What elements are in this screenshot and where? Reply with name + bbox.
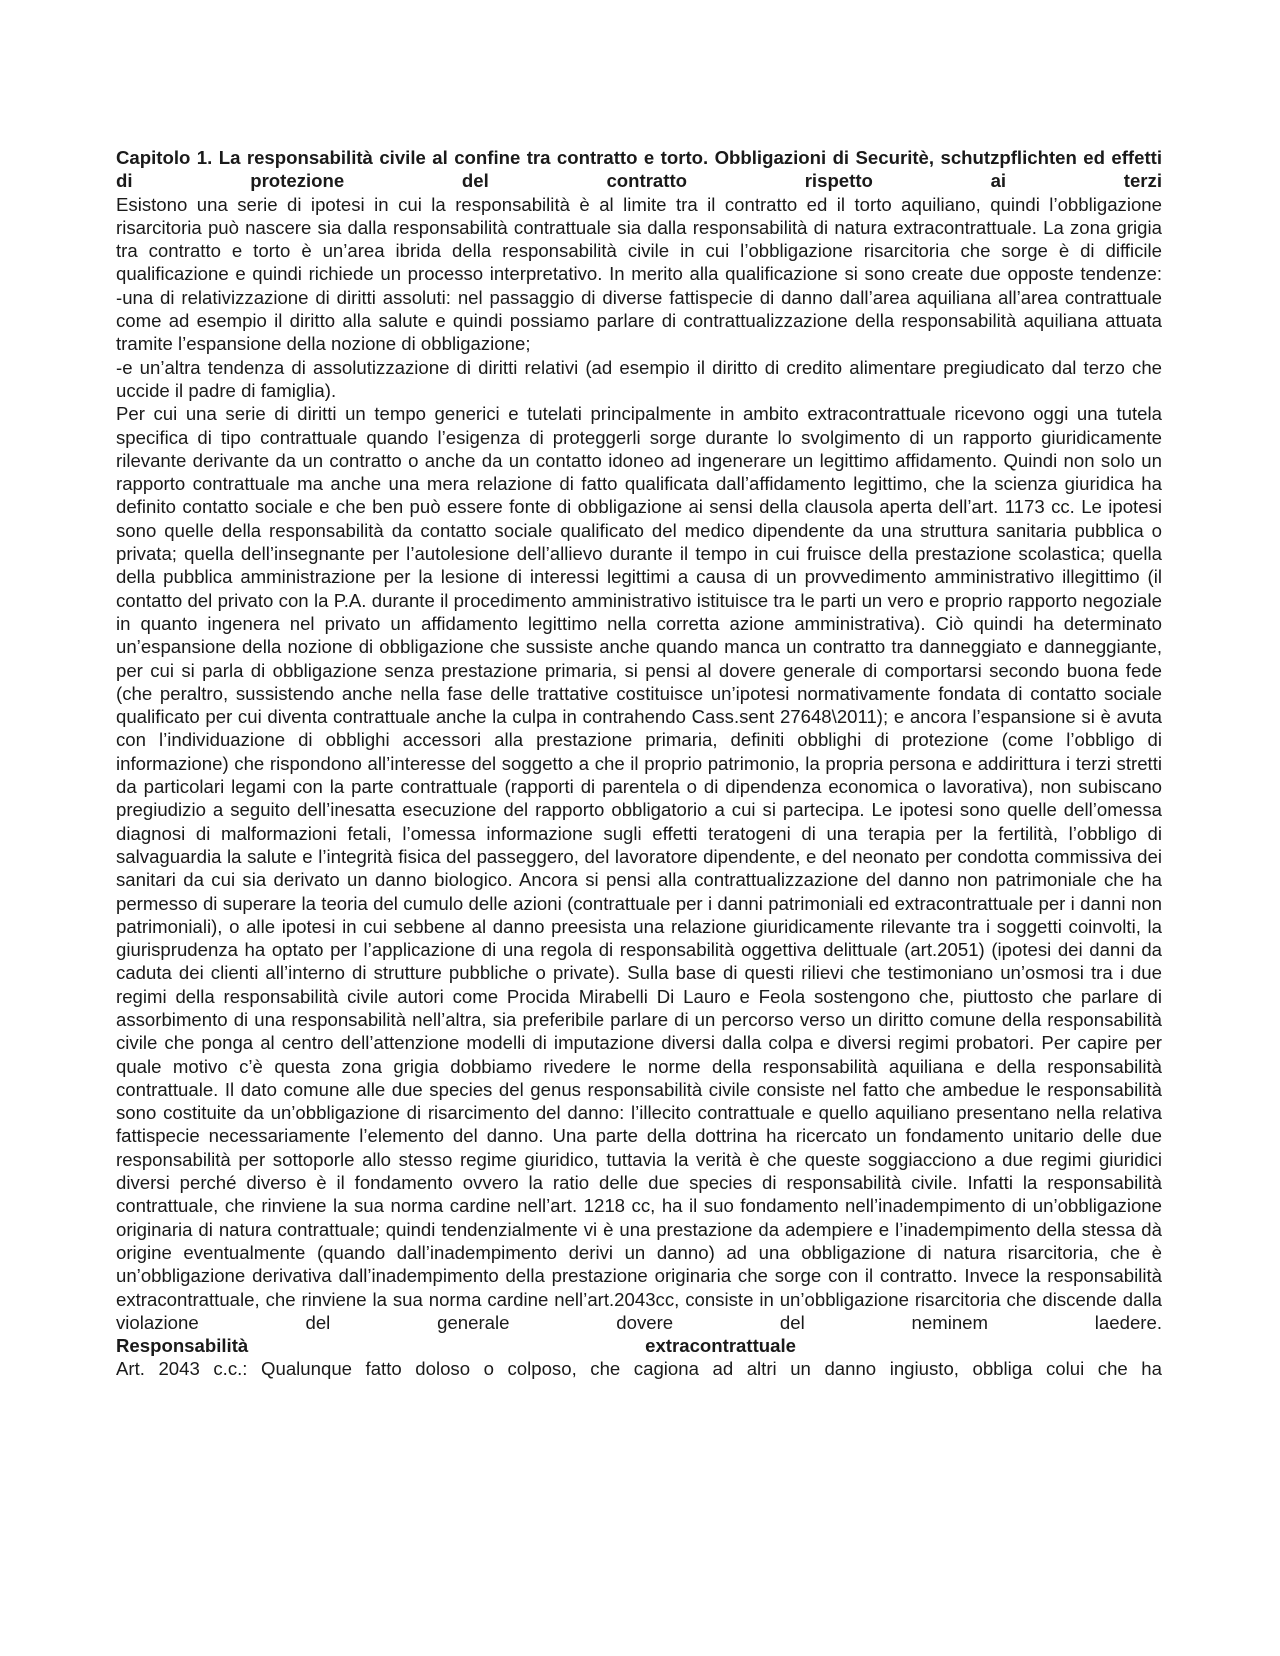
article-paragraph: Art. 2043 c.c.: Qualunque fatto doloso o colposo, che cagiona ad altri un danno ingiusto, obbliga colui che ha bbox=[116, 1358, 1162, 1380]
document-page bbox=[116, 146, 1162, 1381]
section-heading bbox=[116, 1334, 796, 1357]
chapter-title: Capitolo 1. La responsabilità civile al confine tra contratto e torto. Obbligazioni di Securitè, schutzpflichten ed effetti di protezione del contratto rispetto ai terzi bbox=[116, 147, 1162, 192]
intro-paragraph: Esistono una serie di ipotesi in cui la responsabilità è al limite tra il contratto ed il torto aquiliano, quindi l’obbligazione risarcitoria può nascere sia dalla responsabilità contrattuale sia dalla responsabilità di natura extracontrattuale. La zona grigia tra contratto e torto è un’area ibrida della responsabilità civile in cui l’obbligazione risarcitoria che sorge è di difficile qualificazione e quindi richiede un processo interpretativo. In merito alla qualificazione si sono create due opposte tendenze: bbox=[116, 193, 1162, 285]
section-heading-left: Responsabilità bbox=[116, 1335, 249, 1357]
tendency-paragraph-2: -e un’altra tendenza di assolutizzazione di diritti relativi (ad esempio il diritto di credito alimentare pregiudicato dal terzo che uccide il padre di famiglia). bbox=[116, 356, 1162, 401]
body-paragraph: Per cui una serie di diritti un tempo generici e tutelati principalmente in ambito extracontrattuale ricevono oggi una tutela specifica di tipo contrattuale quando l’esigenza di proteggerli sorge durante lo svolgimento di un rapporto giuridicamente rilevante derivante da un contratto o anche da un contatto idoneo ad ingenerare un legittimo affidamento. Quindi non solo un rapporto contrattuale ma anche una mera relazione di fatto qualificata dall’affidamento legittimo, che la scienza giuridica ha definito contatto sociale e che ben può essere fonte di obbligazione ai sensi della clausola aperta dell’art. 1173 cc. Le ipotesi sono quelle della responsabilità da contatto sociale qualificato del medico dipendente da una struttura sanitaria pubblica o privata; quella dell’insegnante per l’autolesione dell’allievo durante il tempo in cui fruisce della prestazione scolastica; quella della pubblica amministrazione per la lesione di interessi legittimi a causa di un provvedimento amministrativo illegittimo (il contatto del privato con la P.A. durante il procedimento amministrativo istituisce tra le parti un vero e proprio rapporto negoziale in quanto ingenera nel privato un affidamento legittimo nella corretta azione amministrativa). Ciò quindi ha determinato un’espansione della nozione di obbligazione che sussiste anche quando manca un contratto tra danneggiato e danneggiante, per cui si parla di obbligazione senza prestazione primaria, si pensi al dovere generale di comportarsi secondo buona fede (che peraltro, sussistendo anche nella fase delle trattative costituisce un’ipotesi normativamente fondata di contatto sociale qualificato per cui diventa contrattuale anche la culpa in contrahendo Cass.sent 27648\2011); e ancora l’espansione si è avuta con l’individuazione di obblighi accessori alla prestazione primaria, definiti obblighi di protezione (come l’obbligo di informazione) che rispondono all’interesse del soggetto a che il proprio patrimonio, la propria persona e addirittura i terzi stretti da particolari legami con la parte contrattuale (rapporti di parentela o di dipendenza economica o lavorativa), non subiscano pregiudizio a seguito dell’inesatta esecuzione del rapporto obbligatorio a cui si partecipa. Le ipotesi sono quelle dell’omessa diagnosi di malformazioni fetali, l’omessa informazione sugli effetti teratogeni di una terapia per la fertilità, l’obbligo di salvaguardia la salute e l’integrità fisica del passeggero, del lavoratore dipendente, e del neonato per condotta commissiva dei sanitari da cui sia derivato un danno biologico. Ancora si pensi alla contrattualizzazione del danno non patrimoniale che ha permesso di superare la teoria del cumulo delle azioni (contrattuale per i danni patrimoniali ed extracontrattuale per i danni non patrimoniali), o alle ipotesi in cui sebbene al danno preesista una relazione giuridicamente rilevante tra i soggetti coinvolti, la giurisprudenza ha optato per l’applicazione di una regola di responsabilità oggettiva delittuale (art.2051) (ipotesi dei danni da caduta dei clienti all’interno di strutture pubbliche o private). Sulla base di questi rilievi che testimoniano un’osmosi tra i due regimi della responsabilità civile autori come Procida Mirabelli Di Lauro e Feola sostengono che, piuttosto che parlare di assorbimento di una responsabilità nell’altra, sia preferibile parlare di un percorso verso un diritto comune della responsabilità civile che ponga al centro dell’attenzione modelli di imputazione diversi dalla colpa e diversi regimi probatori. Per capire per quale motivo c’è questa zona grigia dobbiamo rivedere le norme della responsabilità aquiliana e della responsabilità contrattuale. Il dato comune alle due species del genus responsabilità civile consiste nel fatto che ambedue le responsabilità sono costituite da un’obbligazione di risarcimento del danno: l’illecito contrattuale e quello aquiliano presentano nella relativa fattispecie necessariamente l’elemento del danno. Una parte della dottrina ha ricercato un fondamento unitario delle due responsabilità per sottoporle allo stesso regime giuridico, tuttavia la verità è che queste soggiacciono a due regimi giuridici diversi perché diverso è il fondamento ovvero la ratio delle due species di responsabilità civile. Infatti la responsabilità contrattuale, che rinviene la sua norma cardine nell’art. 1218 cc, ha il suo fondamento nell’inadempimento di un’obbligazione originaria di natura contrattuale; quindi tendenzialmente vi è una prestazione da adempiere e l’inadempimento della stessa dà origine eventualmente (quando dall’inadempimento derivi un danno) ad una obbligazione di natura risarcitoria, che è un’obbligazione derivativa dall’inadempimento della prestazione originaria che sorge con il contratto. Invece la responsabilità extracontrattuale, che rinviene la sua norma cardine nell’art.2043cc, consiste in un’obbligazione risarcitoria che discende dalla violazione del generale dovere del neminem laedere. bbox=[116, 403, 1162, 1333]
tendency-paragraph-1: -una di relativizzazione di diritti assoluti: nel passaggio di diverse fattispecie di danno dall’area aquiliana all’area contrattuale come ad esempio il diritto alla salute e quindi possiamo parlare di contrattualizzazione della responsabilità aquiliana attuata tramite l’espansione della nozione di obbligazione; bbox=[116, 286, 1162, 355]
section-heading-right: extracontrattuale bbox=[645, 1335, 796, 1357]
